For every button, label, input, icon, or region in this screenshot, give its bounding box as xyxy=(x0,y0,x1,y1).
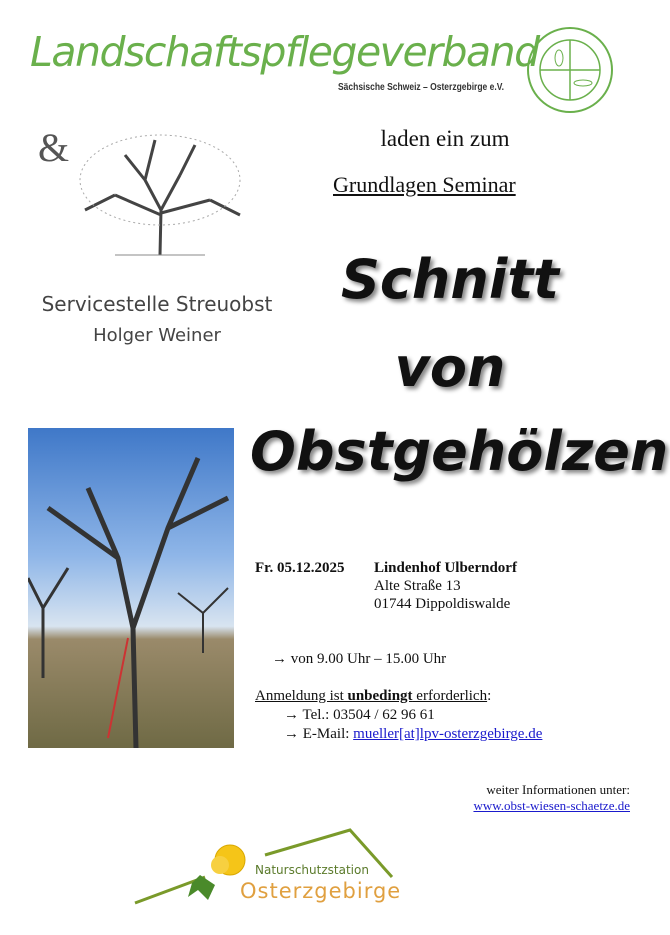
event-venue: Lindenhof Ulberndorf xyxy=(374,560,517,576)
logo-big-text: Osterzgebirge xyxy=(240,879,402,903)
title-line-2: von xyxy=(394,336,506,399)
partner-name: Servicestelle Streuobst xyxy=(41,292,273,316)
event-time: → von 9.00 Uhr – 15.00 Uhr xyxy=(272,651,447,667)
title-line-3: Obstgehölzen xyxy=(250,420,669,483)
more-info xyxy=(412,782,630,814)
partner-person: Holger Weiner xyxy=(93,325,221,346)
org-seal-logo xyxy=(526,26,614,114)
registration-email-row xyxy=(284,726,542,743)
naturschutzstation-logo xyxy=(130,825,400,910)
invite-line: laden ein zum xyxy=(380,126,510,151)
tree-sketch-image xyxy=(75,125,245,260)
org-title: Landschaftspflegeverband xyxy=(30,28,539,76)
fruit-tree-photo xyxy=(28,428,234,748)
registration-post: erforderlich xyxy=(412,688,488,704)
email-label: → E-Mail: xyxy=(284,726,354,742)
event-street: Alte Straße 13 xyxy=(374,578,461,594)
event-date: Fr. 05.12.2025 xyxy=(255,560,345,576)
registration-colon: : xyxy=(487,688,492,704)
registration-phone: → Tel.: 03504 / 62 96 61 xyxy=(284,707,435,723)
seminar-type: Grundlagen Seminar xyxy=(333,172,516,197)
logo-small-text: Naturschutzstation xyxy=(255,863,369,877)
registration-pre: Anmeldung ist xyxy=(255,688,348,704)
org-subtitle: Sächsische Schweiz – Osterzgebirge e.V. xyxy=(338,82,504,93)
title-line-1: Schnitt xyxy=(341,248,559,311)
ampersand: & xyxy=(38,125,70,170)
email-link[interactable]: mueller[at]lpv-osterzgebirge.de xyxy=(353,726,543,742)
website-link[interactable]: www.obst-wiesen-schaetze.de xyxy=(473,798,630,813)
more-info-label: weiter Informationen unter: xyxy=(486,782,630,797)
event-city: 01744 Dippoldiswalde xyxy=(374,596,511,612)
registration-note xyxy=(255,688,491,705)
registration-strong: unbedingt xyxy=(347,688,413,704)
